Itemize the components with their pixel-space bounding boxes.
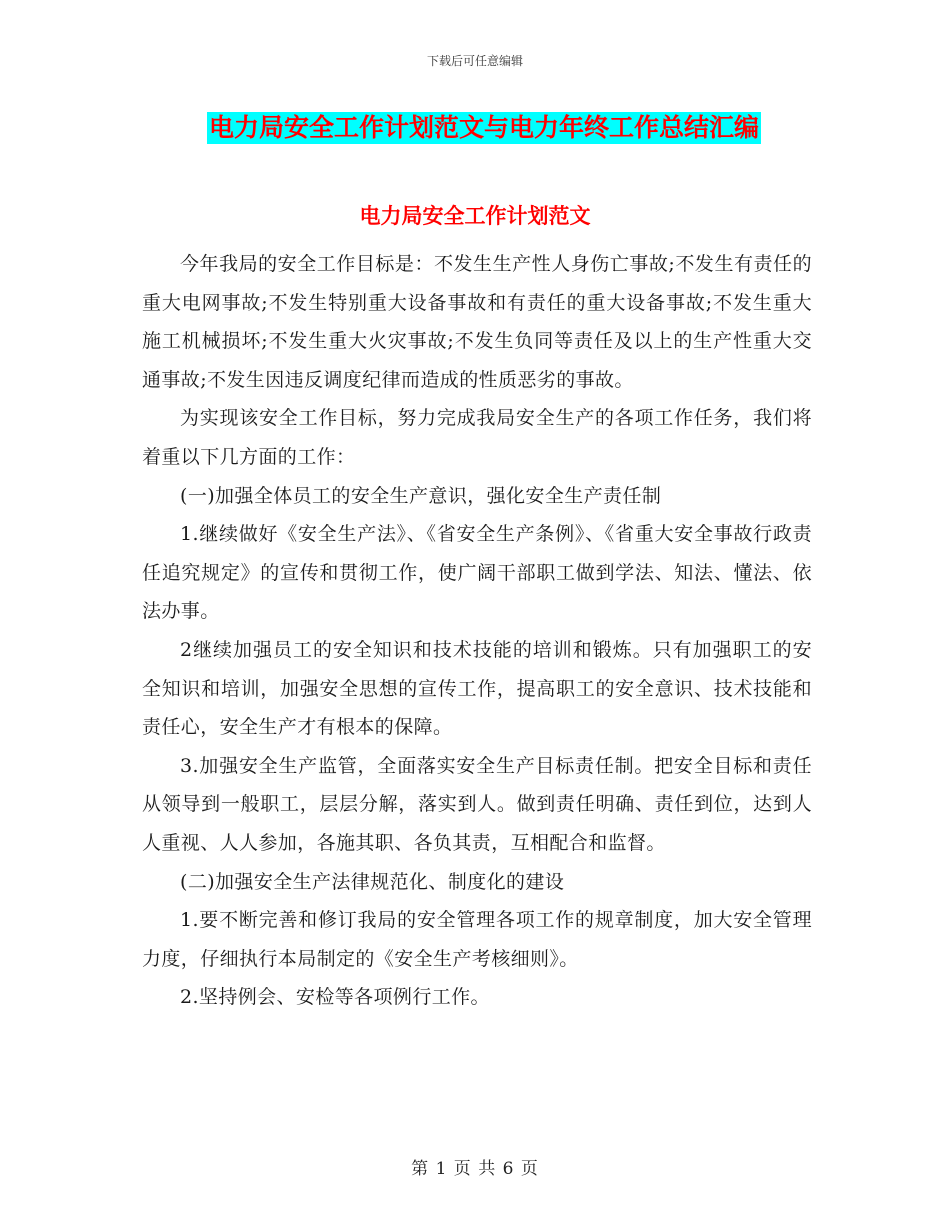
paragraph: 今年我局的安全工作目标是：不发生生产性人身伤亡事故;不发生有责任的重大电网事故;不发生特别重大设备事故和有责任的重大设备事故;不发生重大施工机械损坏;不发生重大火灾事故;不发生负同等责任及以上的生产性重大交通事故;不发生因违反调度纪律而造成的性质恶劣的事故。 <box>142 253 812 391</box>
paragraph: 为实现该安全工作目标，努力完成我局安全生产的各项工作任务，我们将着重以下几方面的工作： <box>142 407 812 468</box>
paragraph: 2继续加强员工的安全知识和技术技能的培训和锻炼。只有加强职工的安全知识和培训，加强安全思想的宣传工作，提高职工的安全意识、技术技能和责任心，安全生产才有根本的保障。 <box>142 638 812 739</box>
section-title: 电力局安全工作计划范文 <box>359 203 591 228</box>
paragraph: 1.继续做好《安全生产法》、《省安全生产条例》、《省重大安全事故行政责任追究规定》的宣传和贯彻工作，使广阔干部职工做到学法、知法、懂法、依法办事。 <box>142 523 812 623</box>
paragraph: 3.加强安全生产监管，全面落实安全生产目标责任制。把安全目标和责任从领导到一般职工，层层分解，落实到人。做到责任明确、责任到位，达到人人重视、人人参加，各施其职、各负其责，互相配合和监督。 <box>142 754 812 854</box>
paragraph: 1.要不断完善和修订我局的安全管理各项工作的规章制度，加大安全管理力度，仔细执行本局制定的《安全生产考核细则》。 <box>142 909 812 970</box>
header-note: 下载后可任意编辑 <box>426 54 523 68</box>
paragraph: (一)加强全体员工的安全生产意识，强化安全生产责任制 <box>180 484 662 507</box>
main-title: 电力局安全工作计划范文与电力年终工作总结汇编 <box>209 113 760 142</box>
paragraph: (二)加强安全生产法律规范化、制度化的建设 <box>180 870 565 893</box>
document-body <box>142 245 812 1017</box>
paragraph: 2.坚持例会、安检等各项例行工作。 <box>180 986 490 1009</box>
page-footer: 第 1 页 共 6 页 <box>411 1159 539 1179</box>
